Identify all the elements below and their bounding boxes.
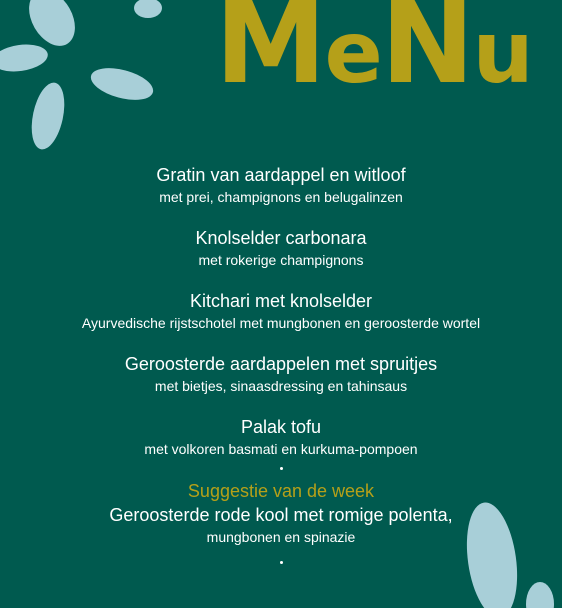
- blob-shape: [87, 62, 156, 106]
- menu-item: [0, 416, 562, 459]
- dish-description: met rokerige champignons: [198, 252, 364, 268]
- dish-description: met bietjes, sinaasdressing en tahinsaus: [154, 378, 408, 394]
- menu-list: [0, 164, 562, 564]
- divider-dot: [280, 561, 283, 564]
- dish-description: mungbonen en spinazie: [206, 529, 356, 545]
- menu-item: [0, 353, 562, 396]
- suggestion-of-the-week: [0, 480, 562, 564]
- dish-name: Gratin van aardappel en witloof: [156, 165, 406, 185]
- menu-item: [0, 227, 562, 270]
- dish-description: met volkoren basmati en kurkuma-pompoen: [144, 441, 418, 457]
- divider-dot: [280, 467, 283, 470]
- menu-item: [0, 290, 562, 333]
- blob-shape: [26, 80, 69, 153]
- dish-name: Kitchari met knolselder: [189, 291, 373, 311]
- dish-name: Geroosterde aardappelen met spruitjes: [124, 354, 438, 374]
- title-letter: M: [215, 0, 325, 109]
- blob-shape: [526, 582, 554, 608]
- blob-shape: [134, 0, 162, 18]
- dish-name: Palak tofu: [240, 417, 322, 437]
- dish-description: Ayurvedische rijstschotel met mungbonen en geroosterde wortel: [81, 315, 481, 331]
- title-letter: N: [380, 0, 473, 109]
- title-letter: u: [472, 3, 532, 103]
- dish-description: met prei, champignons en belugalinzen: [159, 189, 403, 205]
- menu-item: [0, 164, 562, 207]
- menu-title: [215, 0, 532, 109]
- suggestion-label: Suggestie van de week: [187, 481, 375, 501]
- dish-name: Geroosterde rode kool met romige polenta,: [109, 505, 453, 525]
- blob-shape: [0, 41, 50, 75]
- dish-name: Knolselder carbonara: [195, 228, 367, 248]
- title-letter: e: [324, 3, 381, 103]
